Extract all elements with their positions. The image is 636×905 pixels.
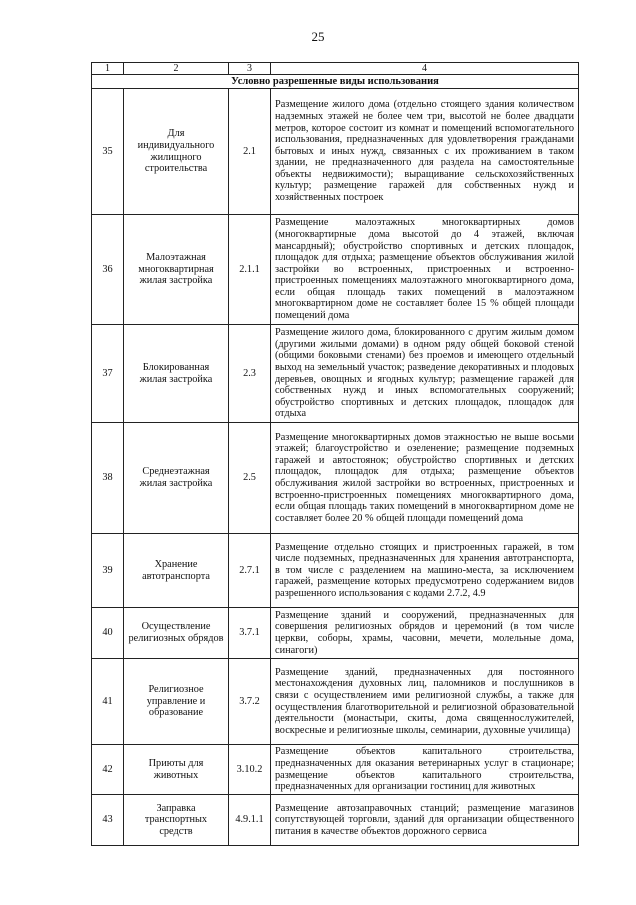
row-number: 39 — [92, 534, 124, 608]
use-type-description: Размещение жилого дома (отдельно стоящего здания количеством надземных этажей не более чем три, высотой не более двадцати метров, которое состоит из комнат и помещений вспомогательного использования, предназначенных для удовлетворения гражданами бытовых и иных нужд, связанных с их проживанием в таком здании, не предназначенного для раздела на самостоятельные объекты недвижимости); выращивание сельскохозяйственных культур; размещение гаражей для собственных нужд и хозяйственных построек — [271, 89, 579, 215]
use-type-name: Блокированная жилая застройка — [124, 325, 229, 423]
table-row — [92, 215, 579, 325]
row-number: 41 — [92, 659, 124, 745]
column-number: 1 — [92, 63, 124, 75]
table-row — [92, 659, 579, 745]
column-number: 2 — [124, 63, 229, 75]
use-type-code: 4.9.1.1 — [229, 795, 271, 846]
section-title: Условно разрешенные виды использования — [92, 75, 579, 89]
land-use-table — [91, 62, 579, 846]
use-type-name: Осуществление религиозных обрядов — [124, 608, 229, 659]
use-type-code: 2.1 — [229, 89, 271, 215]
use-type-description: Размещение жилого дома, блокированного с другим жилым домом (другими жилыми домами) в одном ряду общей боковой стеной (общими боковыми стенами) без проемов и имеющего отдельный выход на земельный участок; разведение декоративных и плодовых деревьев, овощных и ягодных культур; размещение гаражей для собственных нужд и иных вспомогательных сооружений; обустройство спортивных и детских площадок, площадок для отдыха — [271, 325, 579, 423]
use-type-name: Для индивидуального жилищного строительства — [124, 89, 229, 215]
use-type-name: Приюты для животных — [124, 745, 229, 795]
use-type-code: 2.3 — [229, 325, 271, 423]
page-number: 25 — [311, 29, 325, 44]
row-number: 43 — [92, 795, 124, 846]
row-number: 42 — [92, 745, 124, 795]
column-number: 3 — [229, 63, 271, 75]
use-type-description: Размещение автозаправочных станций; размещение магазинов сопутствующей торговли, зданий для организации общественного питания в качестве объектов дорожного сервиса — [271, 795, 579, 846]
row-number: 37 — [92, 325, 124, 423]
column-number: 4 — [271, 63, 579, 75]
use-type-description: Размещение многоквартирных домов этажностью не выше восьми этажей; благоустройство и озеленение; размещение подземных гаражей и автостоянок; обустройство спортивных и детских площадок, площадок для отдыха; размещение объектов обслуживания жилой застройки во встроенных, пристроенных и встроенно-пристроенных помещениях многоквартирного дома, если общая площадь таких помещений в многоквартирном доме не составляет более 20 % общей площади помещений дома — [271, 423, 579, 534]
use-type-code: 2.1.1 — [229, 215, 271, 325]
row-number: 35 — [92, 89, 124, 215]
use-type-description: Размещение зданий, предназначенных для постоянного местонахождения духовных лиц, паломников и послушников в связи с осуществлением ими религиозной службы, а также для осуществления благотворительной и религиозной образовательной деятельности (монастыри, скиты, дома священнослужителей, воскресные и религиозные школы, семинарии, духовные училища) — [271, 659, 579, 745]
use-type-name: Религиозное управление и образование — [124, 659, 229, 745]
use-type-name: Малоэтажная многоквартирная жилая застройка — [124, 215, 229, 325]
use-type-description: Размещение объектов капитального строительства, предназначенных для оказания ветеринарных услуг в стационаре; размещение объектов капитального строительства, предназначенных для организации гостиниц для животных — [271, 745, 579, 795]
table-row — [92, 423, 579, 534]
table-row — [92, 89, 579, 215]
use-type-description: Размещение отдельно стоящих и пристроенных гаражей, в том числе подземных, предназначенных для хранения автотранспорта, в том числе с разделением на машино-места, за исключением гаражей, размещение которых предусмотрено содержанием видов разрешенного использования с кодами 2.7.2, 4.9 — [271, 534, 579, 608]
table-row — [92, 608, 579, 659]
use-type-code: 3.10.2 — [229, 745, 271, 795]
table-row — [92, 325, 579, 423]
use-type-code: 2.5 — [229, 423, 271, 534]
use-type-code: 2.7.1 — [229, 534, 271, 608]
row-number: 36 — [92, 215, 124, 325]
use-type-description: Размещение зданий и сооружений, предназначенных для совершения религиозных обрядов и церемоний (в том числе церкви, соборы, храмы, часовни, мечети, молельные дома, синагоги) — [271, 608, 579, 659]
use-type-name: Среднеэтажная жилая застройка — [124, 423, 229, 534]
row-number: 38 — [92, 423, 124, 534]
table-row — [92, 534, 579, 608]
use-type-name: Хранение автотранспорта — [124, 534, 229, 608]
use-type-code: 3.7.1 — [229, 608, 271, 659]
column-number-row — [92, 63, 579, 75]
section-header-row — [92, 75, 579, 89]
use-type-code: 3.7.2 — [229, 659, 271, 745]
row-number: 40 — [92, 608, 124, 659]
table-row — [92, 795, 579, 846]
use-type-name: Заправка транспортных средств — [124, 795, 229, 846]
use-type-description: Размещение малоэтажных многоквартирных домов (многоквартирные дома высотой до 4 этажей, включая мансардный); обустройство спортивных и детских площадок, площадок для отдыха; размещение объектов обслуживания жилой застройки во встроенных, пристроенных и встроенно-пристроенных помещениях малоэтажного многоквартирного дома, если общая площадь таких помещений в малоэтажном многоквартирном доме не составляет более 15 % общей площади помещений дома — [271, 215, 579, 325]
table-row — [92, 745, 579, 795]
